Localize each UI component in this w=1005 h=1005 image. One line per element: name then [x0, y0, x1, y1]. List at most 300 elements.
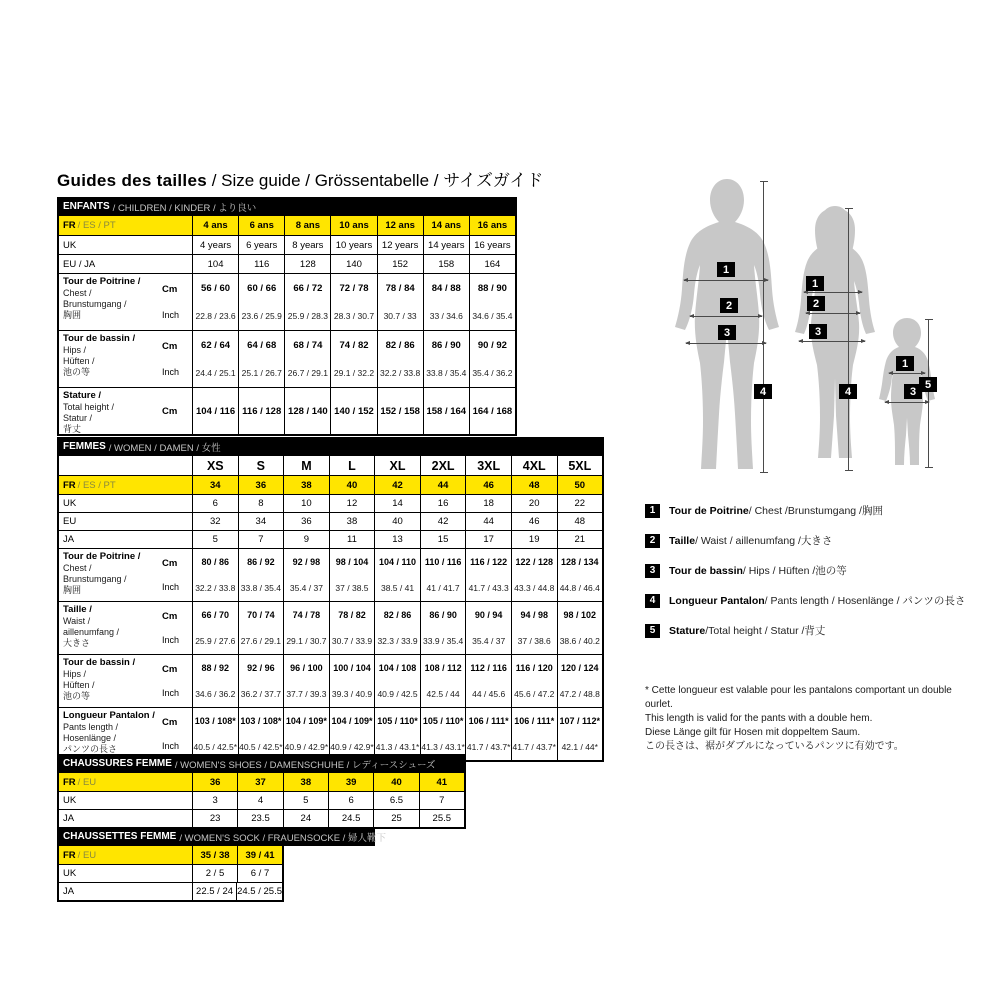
- table-cell: 38: [283, 476, 329, 494]
- table-cell: [192, 655, 238, 707]
- table-cell: [283, 655, 329, 707]
- row-label-rest: / EU: [77, 849, 97, 861]
- cell-value: 40.9 / 42.9*: [330, 742, 374, 752]
- table-cell: [329, 549, 375, 601]
- label-line: 池の等: [63, 690, 91, 701]
- legend-item-chest: [645, 503, 965, 518]
- table-cell: 5: [192, 531, 238, 548]
- table-cell: 42: [420, 513, 466, 530]
- cell-value: 128 / 140: [288, 405, 328, 417]
- table-row: [59, 707, 602, 760]
- table-cell: 4 years: [192, 236, 238, 254]
- table-row: [59, 601, 602, 654]
- cell-value: 45.6 / 47.2: [514, 689, 555, 699]
- table-cell: 14 ans: [423, 216, 469, 235]
- row-label-lines: [63, 710, 162, 758]
- row-label-rest: / EU: [77, 776, 97, 788]
- cell-value: 33 / 34.6: [429, 311, 463, 321]
- row-label-bold: FR: [63, 849, 76, 861]
- table-cell: 39: [328, 773, 373, 791]
- row-label: JA: [63, 813, 75, 824]
- cell-value: 35.4 / 37: [472, 636, 506, 646]
- label-line: Statur /: [63, 412, 93, 423]
- table-cell: 13: [374, 531, 420, 548]
- cell-value: 26.7 / 29.1: [287, 368, 328, 378]
- children-size-table: [57, 197, 517, 436]
- unit-label: Inch: [162, 688, 180, 698]
- table-cell: [238, 549, 284, 601]
- cell-value: 106 / 111*: [514, 716, 555, 726]
- table-cell: 116: [238, 255, 284, 273]
- table-cell: [423, 274, 469, 330]
- cell-value: 30.7 / 33.9: [331, 636, 373, 646]
- legend-number-5: 5: [645, 624, 660, 638]
- table-title-bar: [57, 754, 466, 773]
- label-line: Longueur Pantalon /: [63, 710, 155, 721]
- label-line: Hips /: [63, 344, 87, 355]
- table-cell: [329, 708, 375, 760]
- table-cell: 4: [237, 792, 282, 809]
- footnote-fr: * Cette longueur est valable pour les pantalons comportant un double ourlet.: [645, 685, 952, 710]
- table-cell: 46: [465, 476, 511, 494]
- label-line: Total height /: [63, 401, 115, 412]
- table-cell: [238, 708, 284, 760]
- table-cell: 6: [192, 495, 238, 512]
- table-cell: 19: [511, 531, 557, 548]
- table-cell: 6.5: [373, 792, 418, 809]
- table-cell: [283, 549, 329, 601]
- row-label: [59, 274, 192, 330]
- cell-value: 24.4 / 25.1: [195, 368, 236, 378]
- cell-value: 41.7 / 43.7*: [512, 742, 556, 752]
- row-label: [59, 846, 192, 864]
- table-cell: 25: [373, 810, 418, 827]
- table-cell: 48: [557, 513, 603, 530]
- cell-value: 72 / 78: [339, 282, 369, 294]
- table-cell: [511, 549, 557, 601]
- table-cell: [377, 388, 423, 434]
- table-row: [59, 330, 515, 387]
- unit-column: [162, 710, 192, 758]
- table-title-bar: [57, 437, 604, 456]
- unit-column: [162, 604, 192, 652]
- cell-value: 33.9 / 35.4: [423, 636, 464, 646]
- cell-value: 120 / 124: [561, 663, 599, 673]
- women-size-table: [57, 437, 604, 762]
- table-grid: [57, 846, 284, 902]
- unit-label: Inch: [162, 310, 180, 320]
- table-cell: 14: [374, 495, 420, 512]
- table-cell: [329, 602, 375, 654]
- table-cell: 34: [192, 476, 238, 494]
- row-label: JA: [63, 886, 75, 897]
- table-cell: 48: [511, 476, 557, 494]
- label-line: Tour de bassin /: [63, 657, 136, 668]
- table-cell: [511, 602, 557, 654]
- table-title-translations: / WOMEN'S SHOES / DAMENSCHUHE / レディースシューズ: [174, 759, 436, 771]
- table-row: [59, 809, 464, 827]
- table-cell: 8 ans: [284, 216, 330, 235]
- legend-item-waist: [645, 533, 965, 548]
- woman-hips-measure-line: [799, 341, 865, 342]
- legend-label-fr: Stature: [669, 624, 706, 637]
- cell-value: 40.5 / 42.5*: [239, 742, 283, 752]
- cell-value: 44.8 / 46.4: [559, 583, 600, 593]
- footnote-ja: この長さは、裾がダブルになっているパンツに有効です。: [645, 741, 904, 752]
- table-cell: 10: [283, 495, 329, 512]
- row-label: [59, 388, 192, 434]
- cell-value: 90 / 92: [477, 339, 507, 351]
- table-grid: [57, 456, 604, 762]
- legend-label-fr: Longueur Pantalon: [669, 594, 765, 607]
- child-marker-1: 1: [896, 356, 914, 371]
- table-cell: [377, 331, 423, 387]
- man-marker-1: 1: [717, 262, 735, 277]
- table-cell: [283, 708, 329, 760]
- table-cell: 152: [377, 255, 423, 273]
- cell-value: 33.8 / 35.4: [426, 368, 467, 378]
- table-cell: 10 ans: [330, 216, 376, 235]
- legend-item-stature: [645, 623, 965, 638]
- table-cell: [374, 708, 420, 760]
- table-cell: 38: [283, 773, 328, 791]
- cell-value: 44 / 45.6: [472, 689, 506, 699]
- table-cell: 6 years: [238, 236, 284, 254]
- cell-value: 37.7 / 39.3: [286, 689, 327, 699]
- cell-value: 82 / 86: [385, 339, 415, 351]
- table-row: [59, 846, 282, 864]
- table-cell: 10 years: [330, 236, 376, 254]
- table-cell: [420, 602, 466, 654]
- table-row: [59, 273, 515, 330]
- cell-value: 25.9 / 28.3: [287, 311, 328, 321]
- table-cell: 22: [557, 495, 603, 512]
- row-label: [59, 602, 192, 654]
- table-cell: 11: [329, 531, 375, 548]
- table-cell: 12: [329, 495, 375, 512]
- label-line: aillenumfang /: [63, 626, 120, 637]
- cell-value: 32.3 / 33.9: [377, 636, 418, 646]
- row-label: UK: [63, 498, 77, 509]
- cell-value: 30.7 / 33: [383, 311, 417, 321]
- child-marker-5: 5: [919, 377, 937, 392]
- table-cell: 23: [192, 810, 237, 827]
- unit-label: Cm: [162, 557, 178, 569]
- cell-value: 39.3 / 40.9: [331, 689, 373, 699]
- row-label: JA: [63, 534, 75, 545]
- cell-value: 32.2 / 33.8: [380, 368, 421, 378]
- cell-value: 100 / 104: [333, 663, 371, 673]
- cell-value: 29.1 / 30.7: [286, 636, 327, 646]
- cell-value: 116 / 120: [515, 663, 553, 673]
- table-cell: 24: [283, 810, 328, 827]
- cell-value: 82 / 86: [383, 610, 412, 620]
- cell-value: 25.1 / 26.7: [241, 368, 282, 378]
- table-cell: 3: [192, 792, 237, 809]
- unit-column: [162, 551, 192, 599]
- row-label-bold: FR: [63, 776, 76, 788]
- footnote-en: This length is valid for the pants with a double hem.: [645, 713, 873, 724]
- table-cell: [423, 388, 469, 434]
- table-row: [59, 530, 602, 548]
- table-cell: 36: [283, 513, 329, 530]
- table-row: [59, 494, 602, 512]
- cell-value: 43.3 / 44.8: [514, 583, 555, 593]
- cell-value: 110 / 116: [424, 557, 462, 567]
- table-cell: 2XL: [420, 456, 466, 475]
- table-cell: 17: [465, 531, 511, 548]
- row-label: [59, 456, 192, 475]
- table-cell: [511, 655, 557, 707]
- table-row: [59, 654, 602, 707]
- table-cell: 8 years: [284, 236, 330, 254]
- woman-waist-measure-line: [806, 313, 860, 314]
- unit-label: Cm: [162, 340, 178, 352]
- row-label-lines: [63, 390, 162, 432]
- table-cell: 3XL: [465, 456, 511, 475]
- table-cell: [557, 549, 603, 601]
- table-cell: [374, 549, 420, 601]
- row-label: UK: [63, 868, 77, 879]
- woman-marker-3: 3: [809, 324, 827, 339]
- table-cell: 40: [373, 773, 418, 791]
- table-cell: 44: [420, 476, 466, 494]
- table-cell: 37: [237, 773, 282, 791]
- man-marker-4: 4: [754, 384, 772, 399]
- table-cell: [329, 655, 375, 707]
- table-title-bar: [57, 197, 517, 216]
- label-line: Hosenlänge /: [63, 732, 117, 743]
- cell-value: 92 / 96: [247, 663, 275, 673]
- table-cell: M: [283, 456, 329, 475]
- table-cell: 12 ans: [377, 216, 423, 235]
- table-cell: [420, 708, 466, 760]
- table-cell: 24.5: [328, 810, 373, 827]
- row-label: [59, 216, 192, 235]
- cell-value: 60 / 66: [247, 282, 277, 294]
- cell-value: 40.9 / 42.9*: [284, 742, 329, 752]
- table-cell: 21: [557, 531, 603, 548]
- table-cell: [192, 549, 238, 601]
- woman-height-measure-line: [848, 208, 849, 471]
- cell-value: 22.8 / 23.6: [195, 311, 236, 321]
- label-line: Pants length /: [63, 721, 119, 732]
- table-cell: [557, 655, 603, 707]
- table-grid: [57, 216, 517, 436]
- measurement-legend: [645, 503, 965, 653]
- legend-item-hips: [645, 563, 965, 578]
- table-cell: XL: [374, 456, 420, 475]
- cell-value: 41.3 / 43.1*: [421, 742, 465, 752]
- table-title-bold: ENFANTS: [63, 201, 110, 212]
- table-cell: 5: [283, 792, 328, 809]
- cell-value: 41.3 / 43.1*: [375, 742, 420, 752]
- table-cell: [557, 602, 603, 654]
- unit-column: [162, 390, 192, 432]
- label-line: 胸囲: [63, 584, 82, 595]
- unit-label: Inch: [162, 367, 180, 377]
- cell-value: 38.5 / 41: [380, 583, 415, 593]
- table-cell: 40: [374, 513, 420, 530]
- child-height-measure-line: [928, 319, 929, 468]
- table-title-bold: CHAUSSETTES FEMME: [63, 831, 177, 842]
- cell-value: 88 / 90: [477, 282, 507, 294]
- label-line: Chest /: [63, 562, 92, 573]
- label-line: Chest /: [63, 287, 92, 298]
- table-cell: [284, 331, 330, 387]
- table-cell: [238, 602, 284, 654]
- table-cell: 24.5 / 25.5: [236, 883, 282, 900]
- table-cell: 7: [419, 792, 464, 809]
- cell-value: 86 / 92: [247, 557, 275, 567]
- cell-value: 122 / 128: [515, 557, 553, 567]
- table-cell: [284, 388, 330, 434]
- cell-value: 84 / 88: [431, 282, 461, 294]
- table-cell: 41: [419, 773, 464, 791]
- row-label: UK: [63, 239, 77, 251]
- table-cell: 23.5: [237, 810, 282, 827]
- cell-value: 104 / 109*: [331, 716, 373, 726]
- cell-value: 27.6 / 29.1: [240, 636, 281, 646]
- legend-label-translations: / Waist / aillenumfang /大きさ: [695, 535, 833, 547]
- woman-marker-1: 1: [806, 276, 824, 291]
- cell-value: 108 / 112: [424, 663, 462, 673]
- man-waist-measure-line: [690, 316, 762, 317]
- label-line: Hüften /: [63, 679, 95, 690]
- table-cell: 5XL: [557, 456, 603, 475]
- footnote: [645, 684, 973, 754]
- child-hips-measure-line: [885, 402, 929, 403]
- table-cell: [284, 274, 330, 330]
- table-cell: 44: [465, 513, 511, 530]
- row-label: EU / JA: [63, 258, 96, 270]
- unit-label: Inch: [162, 741, 180, 751]
- cell-value: 37 / 38.6: [517, 636, 551, 646]
- cell-value: 70 / 74: [247, 610, 275, 620]
- table-cell: [465, 655, 511, 707]
- unit-label: Cm: [162, 283, 178, 295]
- label-line: Stature /: [63, 390, 102, 401]
- table-row: [59, 548, 602, 601]
- legend-label-translations: /Total height / Statur /背丈: [705, 625, 826, 637]
- page-title: [57, 166, 543, 191]
- cell-value: 29.1 / 32.2: [333, 368, 375, 378]
- table-title-translations: / WOMEN'S SOCK / FRAUENSOCKE / 婦人靴下: [179, 832, 386, 844]
- cell-value: 74 / 78: [292, 610, 321, 620]
- legend-label-translations: / Pants length / Hosenlänge / パンツの長さ: [764, 595, 966, 607]
- table-cell: 128: [284, 255, 330, 273]
- cell-value: 105 / 110*: [377, 716, 418, 726]
- label-line: パンツの長さ: [63, 743, 118, 754]
- table-row: [59, 475, 602, 494]
- cell-value: 86 / 90: [431, 339, 461, 351]
- row-label: [59, 708, 192, 760]
- table-row: [59, 773, 464, 791]
- table-cell: S: [238, 456, 284, 475]
- cell-value: 42.1 / 44*: [561, 742, 598, 752]
- label-line: Tour de bassin /: [63, 333, 136, 344]
- row-label: UK: [63, 795, 77, 806]
- table-cell: 7: [238, 531, 284, 548]
- page-title-translations: / Size guide / Grössentabelle / サイズガイド: [206, 171, 544, 190]
- table-cell: [469, 274, 515, 330]
- cell-value: 40.9 / 42.5: [377, 689, 418, 699]
- row-label-rest: / ES / PT: [77, 479, 116, 491]
- row-label: [59, 549, 192, 601]
- row-label: EU: [63, 516, 77, 527]
- label-line: 背丈: [63, 423, 82, 434]
- table-cell: [423, 331, 469, 387]
- row-label-bold: FR: [63, 479, 76, 491]
- table-cell: [238, 274, 284, 330]
- cell-value: 98 / 104: [335, 557, 369, 567]
- table-cell: 4XL: [511, 456, 557, 475]
- table-cell: 39 / 41: [237, 846, 282, 864]
- table-cell: 6 / 7: [237, 865, 282, 882]
- cell-value: 66 / 70: [201, 610, 230, 620]
- cell-value: 104 / 116: [196, 405, 236, 417]
- row-label: [59, 773, 192, 791]
- unit-label: Cm: [162, 405, 178, 417]
- cell-value: 66 / 72: [293, 282, 323, 294]
- table-cell: 50: [557, 476, 603, 494]
- legend-label-fr: Tour de bassin: [669, 564, 743, 577]
- cell-value: 23.6 / 25.9: [241, 311, 282, 321]
- child-marker-3: 3: [904, 384, 922, 399]
- cell-value: 94 / 98: [520, 610, 548, 620]
- cell-value: 42.5 / 44: [426, 689, 460, 699]
- cell-value: 140 / 152: [334, 405, 374, 417]
- woman-marker-4: 4: [839, 384, 857, 399]
- row-label: [59, 655, 192, 707]
- cell-value: 164 / 168: [472, 405, 513, 417]
- cell-value: 38.6 / 40.2: [559, 636, 600, 646]
- table-cell: 158: [423, 255, 469, 273]
- cell-value: 40.5 / 42.5*: [193, 742, 238, 752]
- table-cell: [465, 708, 511, 760]
- table-cell: [238, 331, 284, 387]
- label-line: Tour de Poitrine /: [63, 551, 141, 562]
- cell-value: 33.8 / 35.4: [240, 583, 281, 593]
- row-label-lines: [63, 333, 162, 385]
- row-label: [59, 476, 192, 494]
- legend-number-1: 1: [645, 504, 660, 518]
- cell-value: 34.6 / 35.4: [472, 311, 513, 321]
- cell-value: 62 / 64: [201, 339, 231, 351]
- table-title-bar: [57, 827, 386, 846]
- label-line: 大きさ: [63, 637, 91, 648]
- table-row: [59, 387, 515, 434]
- cell-value: 128 / 134: [561, 557, 599, 567]
- table-row: [59, 216, 515, 235]
- table-row: [59, 791, 464, 809]
- label-line: Tour de Poitrine /: [63, 276, 141, 287]
- unit-label: Cm: [162, 716, 178, 728]
- table-cell: 4 ans: [192, 216, 238, 235]
- cell-value: 56 / 60: [201, 282, 231, 294]
- man-hips-measure-line: [686, 343, 766, 344]
- cell-value: 68 / 74: [293, 339, 323, 351]
- cell-value: 37 / 38.5: [335, 583, 369, 593]
- cell-value: 103 / 108*: [240, 716, 282, 726]
- table-cell: [377, 274, 423, 330]
- legend-label-fr: Tour de Poitrine: [669, 504, 749, 517]
- man-height-measure-line: [763, 181, 764, 473]
- cell-value: 112 / 116: [470, 663, 507, 673]
- cell-value: 28.3 / 30.7: [333, 311, 375, 321]
- cell-value: 41 / 41.7: [426, 583, 460, 593]
- table-cell: [192, 708, 238, 760]
